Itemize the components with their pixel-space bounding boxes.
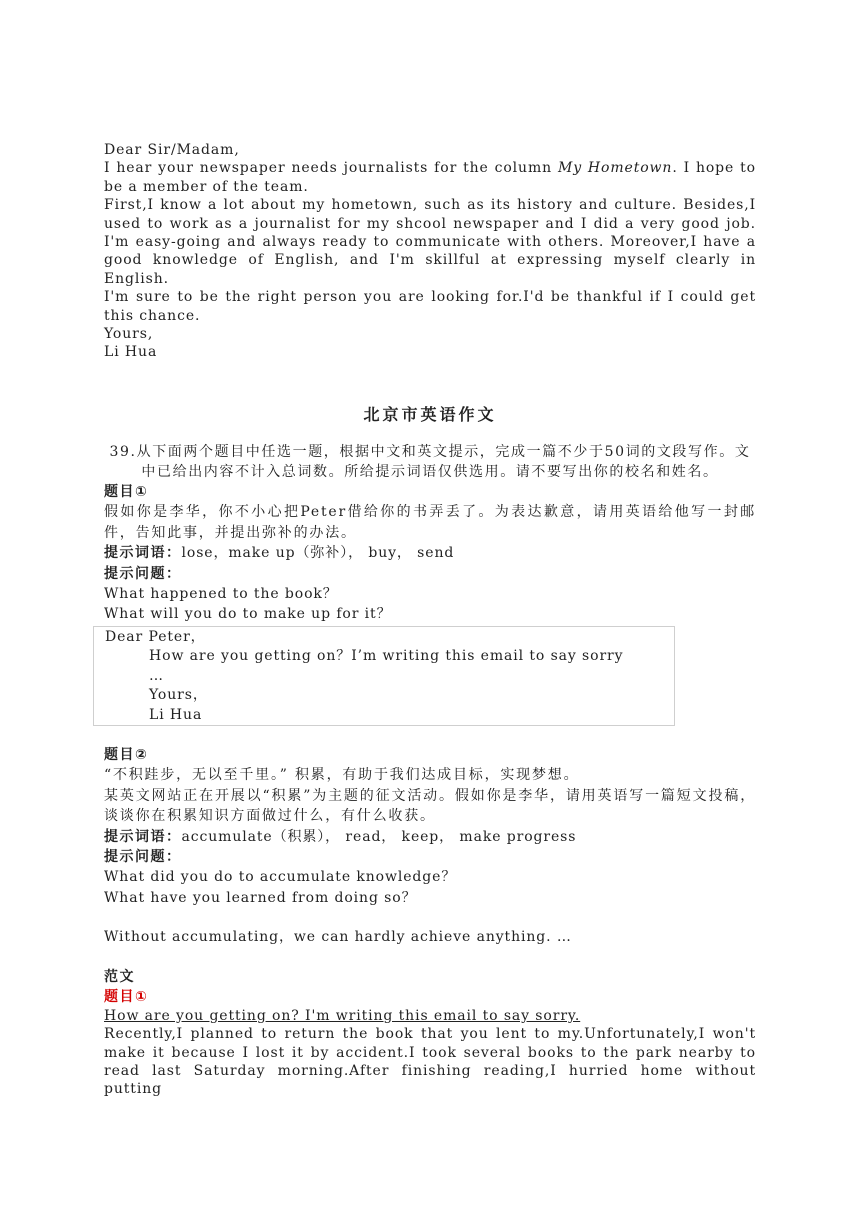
sample-first-line: How are you getting on? I'm writing this email to say sorry. xyxy=(104,1007,581,1024)
letter-paragraph-1 xyxy=(104,159,756,196)
topic-2 xyxy=(104,745,756,948)
tips-label: 提示词语： xyxy=(104,545,182,562)
topic-2-quote: “不积跬步，无以至千里。” 积累，有助于我们达成目标，实现梦想。 xyxy=(104,767,580,784)
topic-2-question-1: What did you do to accumulate knowledge？ xyxy=(104,869,457,886)
topic-1-question-2: What will you do to make up for it？ xyxy=(104,606,392,623)
email-ellipsis: … xyxy=(149,667,164,684)
letter-paragraph-2: First,I know a lot about my hometown, such as its history and culture. Besides,I used to work as a journalist for my shcool newspaper and I did a very good job. I'm easy-going and always ready to communicate with others. Moreover,I have a good knowledge of English, and I'm skillful at expressing myself clearly in English. xyxy=(104,197,756,287)
topic-1-question-1: What happened to the book？ xyxy=(104,585,338,602)
sample-label: 范文 xyxy=(104,968,135,985)
topic-1 xyxy=(104,482,756,726)
topic-1-tips xyxy=(104,543,756,564)
email-template-box xyxy=(93,626,675,727)
sample-essay xyxy=(104,967,756,1099)
topic-2-question-2: What have you learned from doing so？ xyxy=(104,889,417,906)
question-instructions: 39.从下面两个题目中任选一题，根据中文和英文提示，完成一篇不少于50词的文段写作。文中已给出内容不计入总词数。所给提示词语仅供选用。请不要写出你的校名和姓名。 xyxy=(109,444,751,481)
email-greeting: Dear Peter， xyxy=(105,628,206,645)
topic-2-tips xyxy=(104,827,756,848)
topic-2-questions-label: 提示问题： xyxy=(104,849,182,866)
topic-1-questions-label: 提示问题： xyxy=(104,565,182,582)
document-page xyxy=(104,141,756,1099)
topic-1-prompt: 假如你是李华，你不小心把Peter借给你的书弄丢了。为表达歉意，请用英语给他写一封邮件，告知此事，并提出弥补的办法。 xyxy=(104,504,756,541)
section-heading: 北京市英语作文 xyxy=(363,404,497,424)
topic-1-title: 题目① xyxy=(104,484,149,501)
letter-p1-before: I hear your newspaper needs journalists for the column xyxy=(104,160,558,177)
topic-2-starter: Without accumulating，we can hardly achieve anything. … xyxy=(104,929,572,946)
tips-words: accumulate（积累）， read， keep， make progress xyxy=(181,828,577,845)
spacer xyxy=(104,908,756,927)
topic-2-title: 题目② xyxy=(104,747,149,764)
column-name: My Hometown xyxy=(557,160,673,177)
sample-body: Recently,I planned to return the book that you lent to my.Unfortunately,I won't make it because I lost it by accident.I took several books to the park nearby to read last Saturday morning.After finishing reading,I hurried home without putting xyxy=(104,1026,756,1098)
tips-label: 提示词语： xyxy=(104,828,182,845)
letter-paragraph-3: I'm sure to be the right person you are looking for.I'd be thankful if I could get this chance. xyxy=(104,289,756,324)
sample-letter xyxy=(104,141,756,362)
spacer xyxy=(104,948,756,967)
letter-signature: Li Hua xyxy=(104,344,158,361)
email-opening: How are you getting on？I’m writing this email to say sorry xyxy=(149,648,624,665)
email-closing: Yours， xyxy=(149,687,208,704)
sample-topic-label: 题目① xyxy=(104,988,149,1005)
tips-words: lose，make up（弥补）， buy， send xyxy=(181,545,455,562)
email-signature: Li Hua xyxy=(149,706,203,723)
letter-p1-after: . I hope to be a member of the team. xyxy=(104,160,756,195)
spacer xyxy=(104,726,756,745)
letter-salutation: Dear Sir/Madam, xyxy=(104,142,240,158)
topic-2-prompt: 某英文网站正在开展以“积累”为主题的征文活动。假如你是李华，请用英语写一篇短文投稿，谈谈你在积累知识方面做过什么，有什么收获。 xyxy=(104,787,756,825)
letter-closing: Yours, xyxy=(104,326,154,343)
